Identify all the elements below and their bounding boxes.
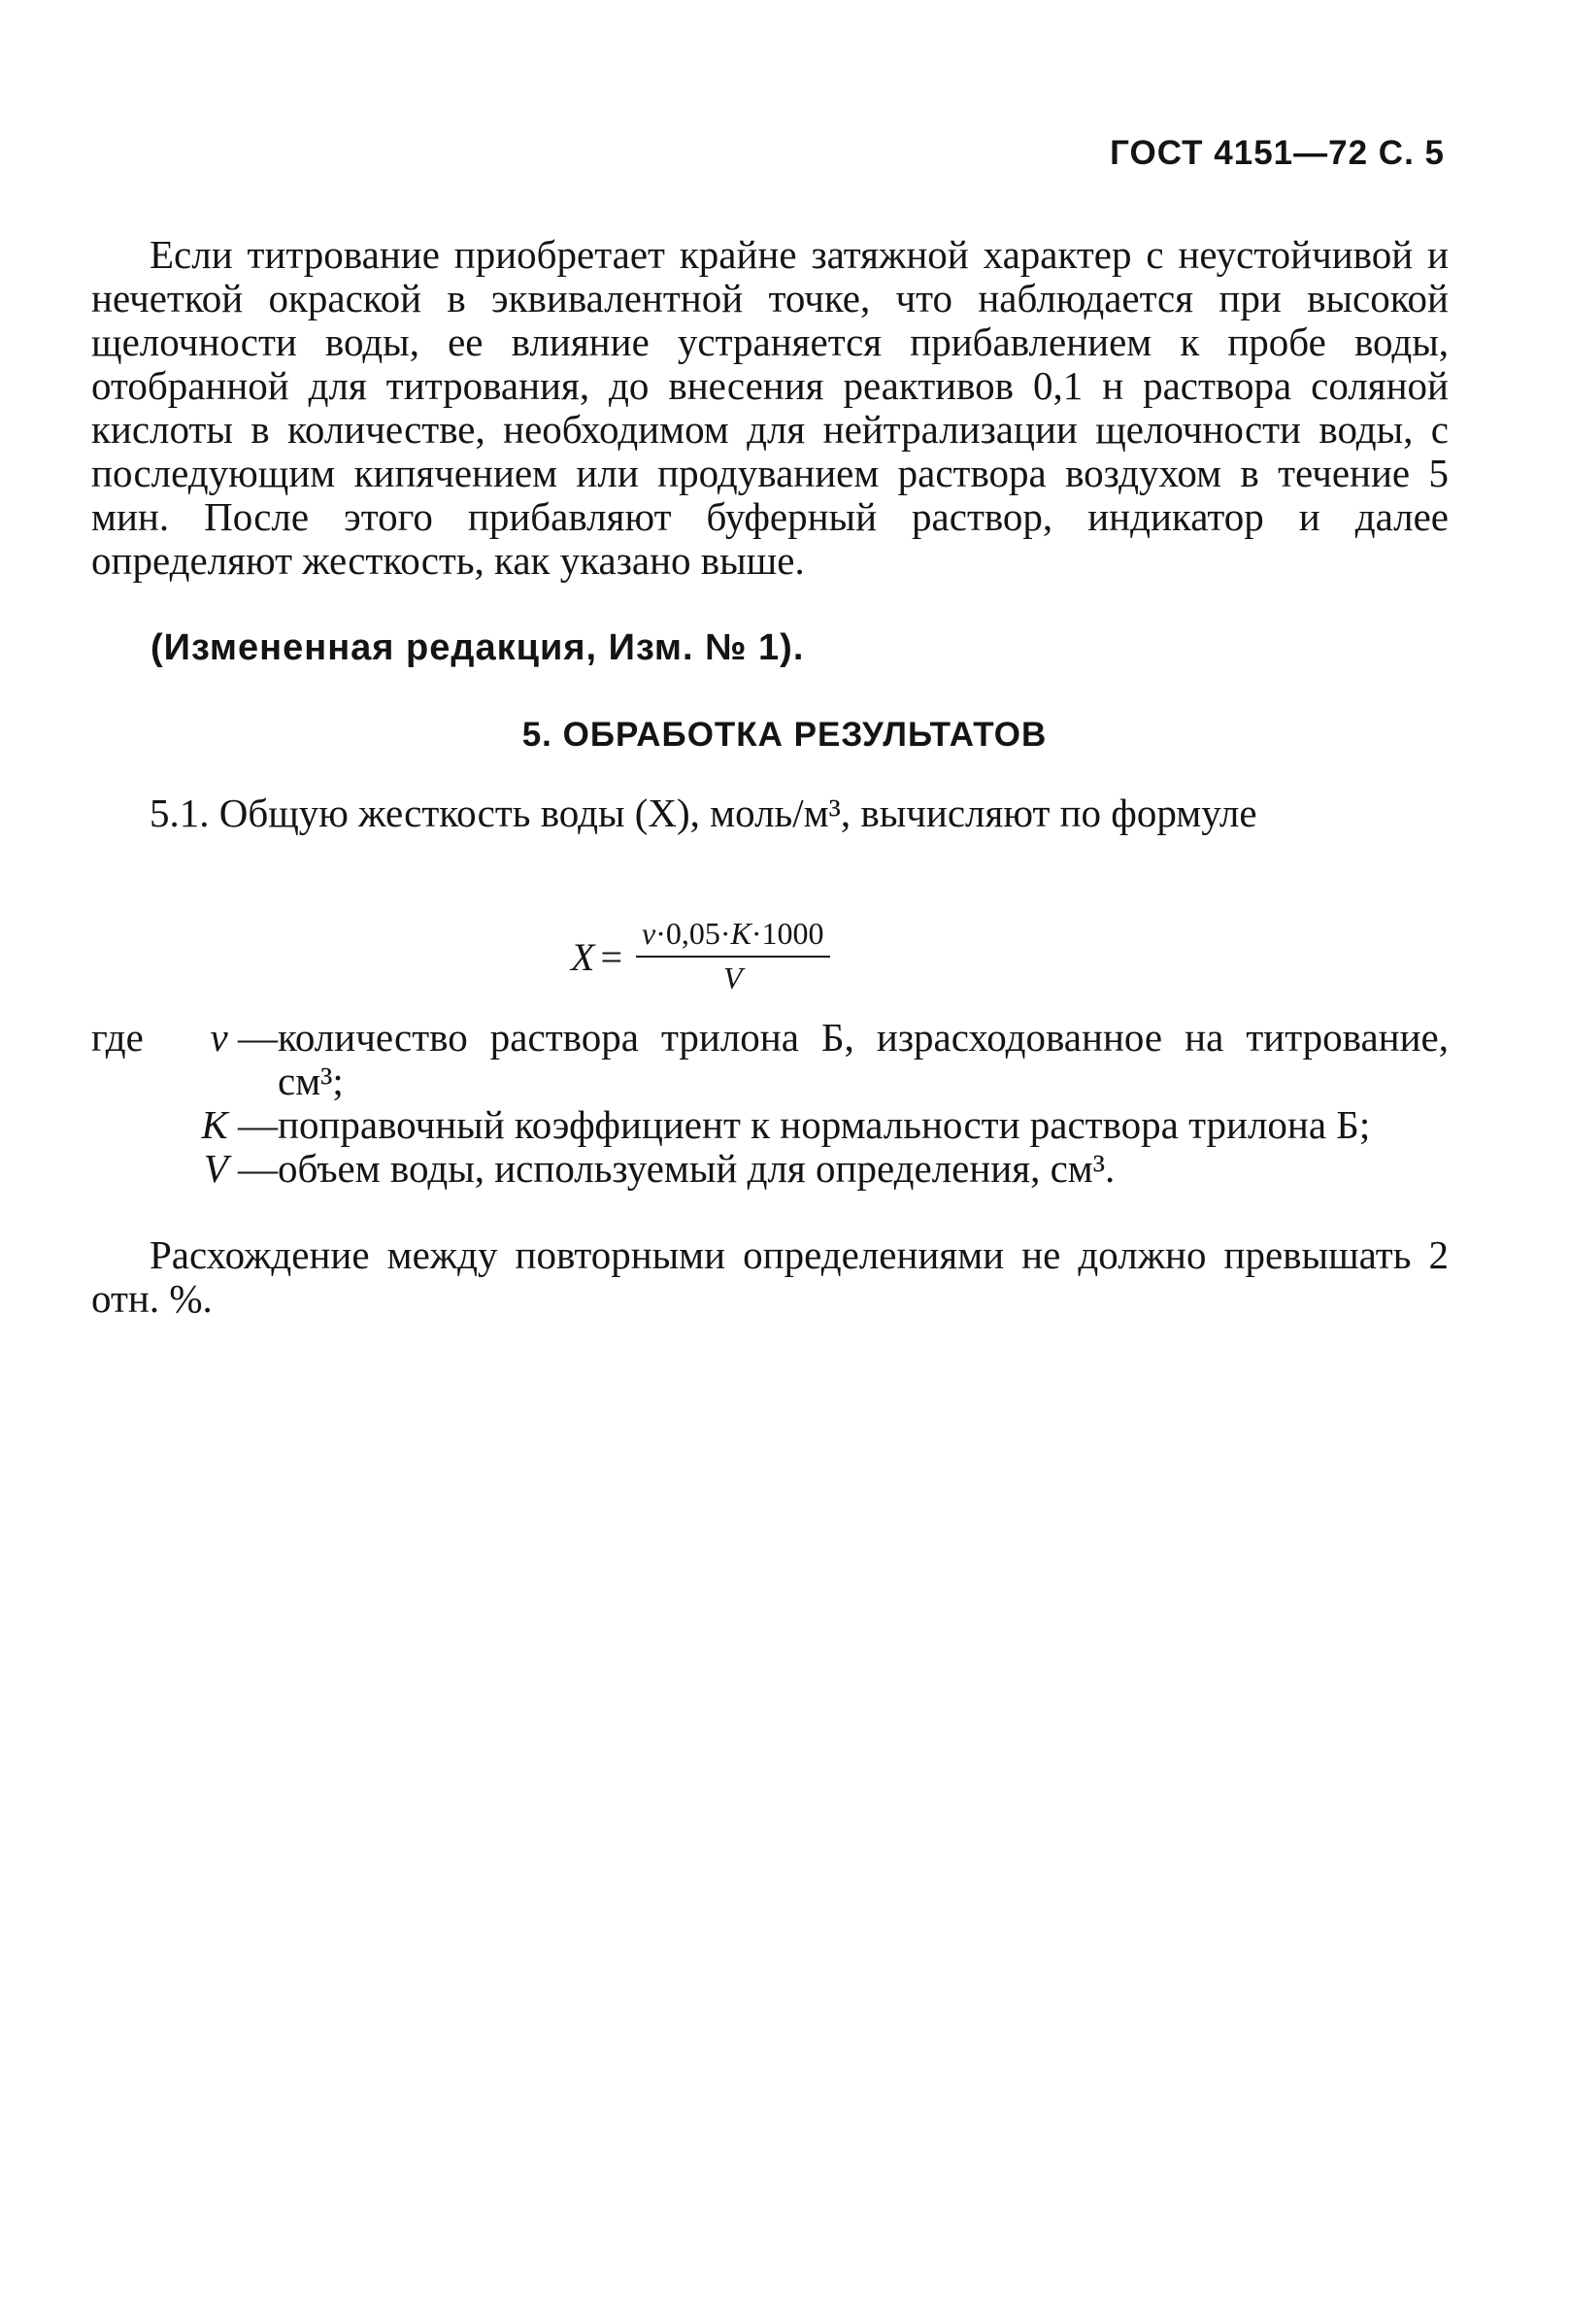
legend-dash: —	[227, 1146, 278, 1191]
legend-symbol-letter: K	[201, 1102, 228, 1147]
legend-dash: —	[227, 1015, 278, 1060]
formula-numerator-mid: ·0,05·	[655, 916, 731, 951]
formula-numerator-v: v	[642, 916, 656, 951]
legend-item-v	[91, 1016, 1449, 1103]
closing-paragraph: Расхождение между повторными определениями не должно превышать 2 отн. %.	[91, 1232, 1449, 1321]
legend-symbol	[198, 1103, 278, 1147]
formula-numerator	[636, 915, 830, 958]
legend-text: количество раствора трилона Б, израсходованное на титрование, см³;	[278, 1015, 1449, 1103]
legend-symbol-letter: v	[210, 1015, 228, 1060]
formula-numerator-k: K	[730, 916, 751, 951]
clause-5-1: 5.1. Общую жесткость воды (X), моль/м³, вычисляют по формуле	[150, 791, 1257, 835]
formula-lhs: X	[571, 934, 595, 979]
formula-denominator: V	[722, 960, 743, 995]
legend-text: поправочный коэффициент к нормальности раствора трилона Б;	[278, 1102, 1371, 1147]
formula-numerator-end: ·1000	[751, 916, 824, 951]
legend-symbol	[198, 1016, 278, 1103]
legend-lead-word: где	[91, 1015, 144, 1060]
formula-fraction	[636, 915, 830, 998]
legend-lead-spacer	[91, 1147, 198, 1191]
legend-text: объем воды, используемый для определения, см³.	[278, 1146, 1116, 1191]
legend-lead-spacer	[91, 1103, 198, 1147]
hardness-formula	[571, 903, 830, 1010]
section-title: 5. ОБРАБОТКА РЕЗУЛЬТАТОВ	[521, 716, 1048, 754]
variable-legend	[91, 1016, 1449, 1191]
legend-dash: —	[227, 1102, 278, 1147]
revision-note: (Измененная редакция, Изм. № 1).	[150, 627, 805, 668]
legend-symbol	[198, 1147, 278, 1191]
legend-symbol-letter: V	[203, 1146, 228, 1191]
running-header: ГОСТ 4151—72 С. 5	[1110, 134, 1445, 172]
legend-item-volume	[91, 1147, 1449, 1191]
legend-item-k	[91, 1103, 1449, 1147]
formula-equals: =	[600, 934, 622, 979]
body-paragraph: Если титрование приобретает крайне затяжной характер с неустойчивой и нечеткой окраской в эквивалентной точке, что наблюдается при высокой щелочности воды, ее влияние устраняется прибавлением к пробе воды, отобранной для титрования, до внесения реактивов 0,1 н раствора соляной кислоты в количестве, необходимом для нейтрализации щелочности воды, с последующим кипячением или продуванием раствора воздухом в течение 5 мин. После этого прибавляют буферный раствор, индикатор и далее определяют жесткость, как указано выше.	[91, 232, 1449, 583]
